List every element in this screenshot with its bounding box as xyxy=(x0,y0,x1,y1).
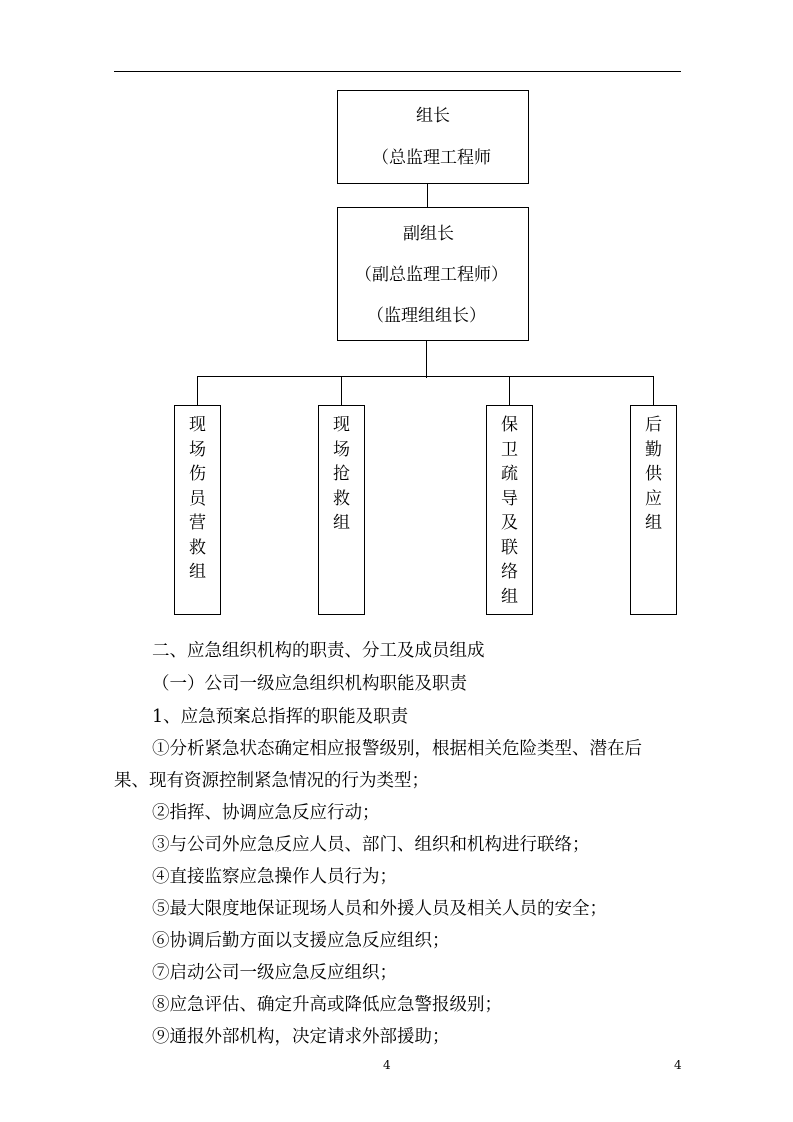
duty-line: ④直接监察应急操作人员行为； xyxy=(152,867,397,887)
group-label: 后勤供应组 xyxy=(645,415,662,533)
connector-group-2 xyxy=(341,376,342,405)
duty-line: ⑤最大限度地保证现场人员和外援人员及相关人员的安全； xyxy=(152,899,607,919)
leader-role: （总监理工程师 xyxy=(372,148,491,168)
header-rule xyxy=(114,71,681,72)
group-label: 现场伤员营救组 xyxy=(189,415,206,582)
duty-line: ①分析紧急状态确定相应报警级别，根据相关危险类型、潜在后 xyxy=(152,739,642,759)
duty-line: ⑧应急评估、确定升高或降低应急警报级别； xyxy=(152,995,502,1015)
connector-leader-deputy xyxy=(427,184,428,207)
page-number-right: 4 xyxy=(674,1058,682,1072)
leader-box xyxy=(337,90,529,184)
connector-group-4 xyxy=(653,376,654,405)
deputy-role: （副总监理工程师） xyxy=(355,265,508,285)
connector-group-1 xyxy=(197,376,198,405)
page-number-center: 4 xyxy=(383,1058,391,1072)
duty-line: ⑨通报外部机构，决定请求外部援助； xyxy=(152,1027,450,1047)
group-box-logistics xyxy=(630,405,677,615)
group-box-security xyxy=(486,405,533,615)
deputy-role-2: （监理组组长） xyxy=(367,306,486,326)
group-box-rescue xyxy=(174,405,221,615)
group-label: 现场抢救组 xyxy=(333,415,350,533)
subsection-heading: （一）公司一级应急组织机构职能及职责 xyxy=(152,674,467,694)
connector-deputy-bus xyxy=(426,341,427,378)
duty-line: ③与公司外应急反应人员、部门、组织和机构进行联络； xyxy=(152,835,590,855)
duty-line: ⑥协调后勤方面以支援应急反应组织； xyxy=(152,931,450,951)
item-heading: 1、应急预案总指挥的职能及职责 xyxy=(152,707,409,727)
duty-line: ⑦启动公司一级应急反应组织； xyxy=(152,963,397,983)
duty-line: ②指挥、协调应急反应行动； xyxy=(152,803,380,823)
connector-bus xyxy=(197,376,654,377)
group-box-emergency xyxy=(318,405,365,615)
connector-group-3 xyxy=(509,376,510,405)
section-heading: 二、应急组织机构的职责、分工及成员组成 xyxy=(152,641,485,661)
duty-line: 果、现有资源控制紧急情况的行为类型； xyxy=(114,771,429,791)
group-label: 保卫疏导及联络组 xyxy=(501,415,518,607)
leader-title: 组长 xyxy=(416,106,450,126)
deputy-title: 副组长 xyxy=(403,224,454,244)
